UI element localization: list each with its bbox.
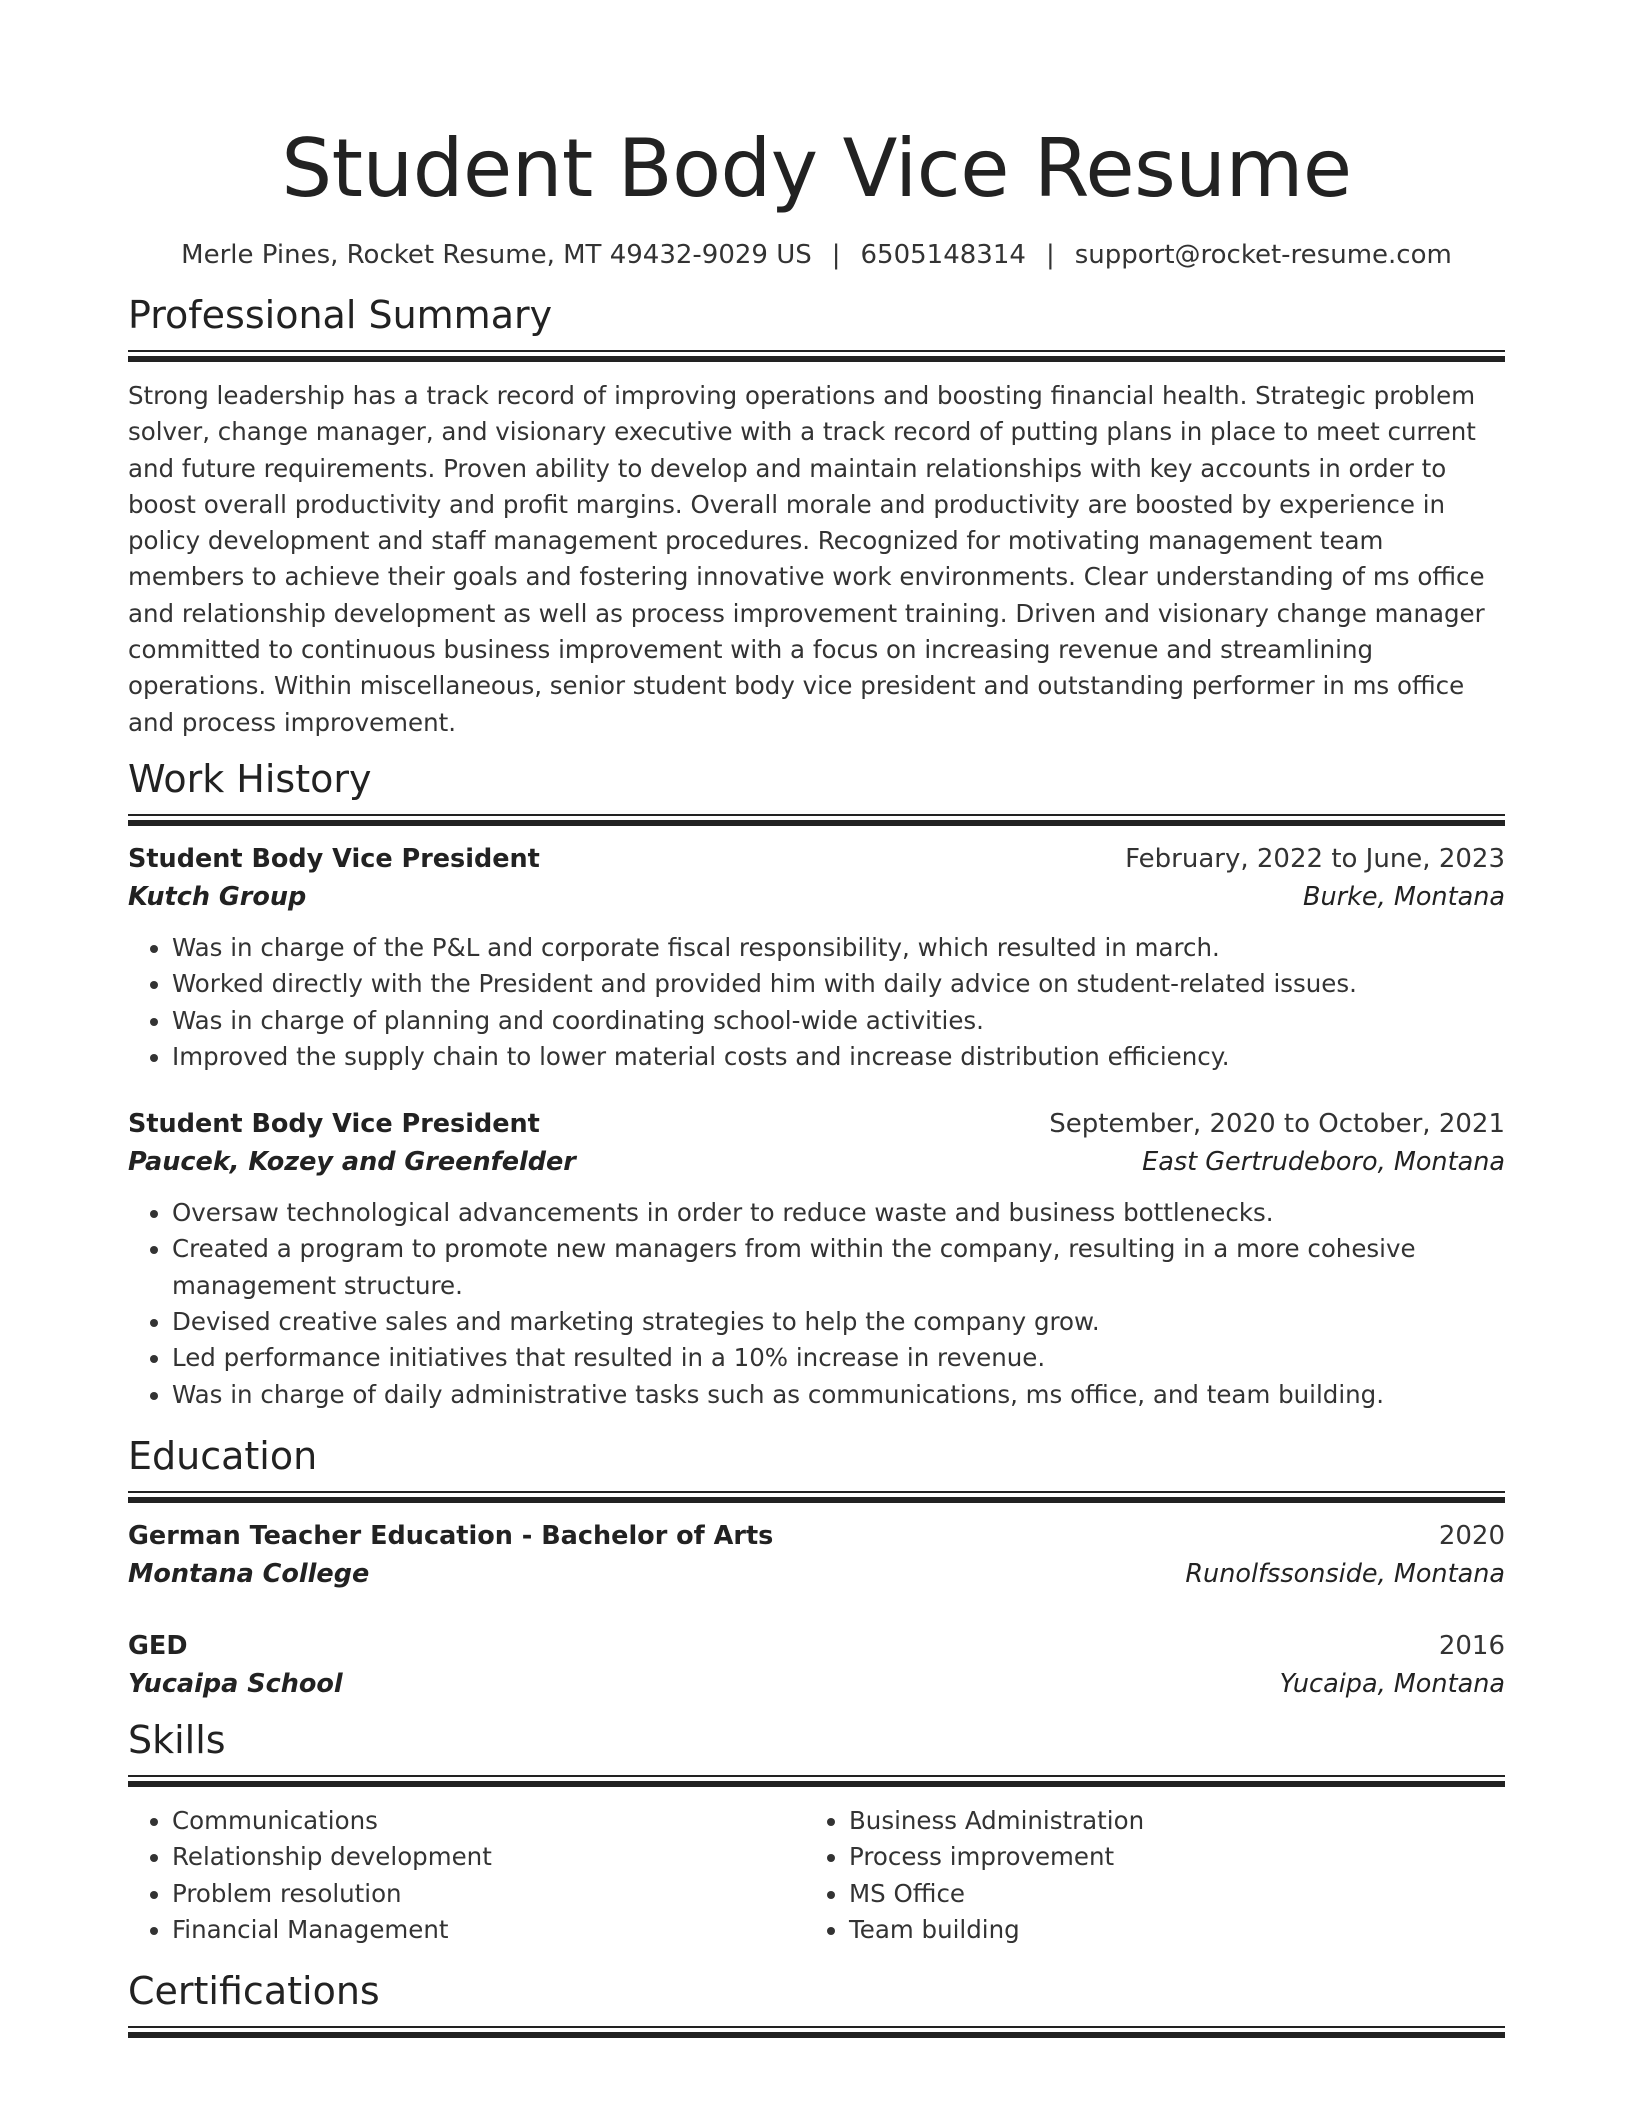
section-heading: Professional Summary xyxy=(128,293,553,337)
section-heading: Skills xyxy=(128,1717,226,1762)
education-degree: GED xyxy=(128,1630,188,1661)
education-location: Yucaipa, Montana xyxy=(1279,1668,1505,1699)
list-item: • Oversaw technological advancements in order to reduce waste and business bottlenecks. xyxy=(172,1195,1505,1231)
list-item: • Created a program to promote new managers from within the company, resulting in a more cohesive management structure. xyxy=(172,1231,1505,1304)
job-bullets xyxy=(128,1195,1505,1413)
work-history-section xyxy=(128,756,1505,1413)
job-header xyxy=(128,1105,1505,1143)
education-degree: German Teacher Education - Bachelor of Arts xyxy=(128,1520,774,1551)
section-divider xyxy=(128,350,1505,362)
job-dates: September, 2020 to October, 2021 xyxy=(1049,1109,1505,1140)
job-location: Burke, Montana xyxy=(1303,881,1505,912)
summary-text: Strong leadership has a track record of improving operations and boosting financial health. Strategic problem solver, change manager, and visionary executive with a track record of putting plans in place to meet current and future requirements. Proven ability to develop and maintain relationships with key accounts in order to boost overall productivity and profit margins. Overall morale and productivity are boosted by experience in policy development and staff management procedures. Recognized for motivating management team members to achieve their goals and fostering innovative work environments. Clear understanding of ms office and relationship development as well as process improvement training. Driven and visionary change manager committed to continuous business improvement with a focus on increasing revenue and streamlining operations. Within miscellaneous, senior student body vice president and outstanding performer in ms office and process improvement. xyxy=(128,381,1485,737)
list-item: • Worked directly with the President and provided him with daily advice on student-related issues. xyxy=(172,966,1505,1002)
section-divider xyxy=(128,2026,1505,2038)
certifications-section xyxy=(128,1968,1505,2038)
job-bullets xyxy=(128,930,1505,1075)
skills-list-right xyxy=(805,1803,1482,1948)
section-divider xyxy=(128,814,1505,826)
list-item: • Problem resolution xyxy=(172,1876,805,1912)
section-heading: Certifications xyxy=(128,1969,380,2014)
job-entry xyxy=(128,840,1505,1075)
education-subheader xyxy=(128,1665,1505,1703)
education-school: Yucaipa School xyxy=(128,1668,343,1699)
contact-separator: | xyxy=(831,240,841,270)
section-divider xyxy=(128,1491,1505,1503)
resume-title: Student Body Vice Resume xyxy=(281,122,1352,215)
contact-phone: 6505148314 xyxy=(860,240,1026,270)
contact-address: Merle Pines, Rocket Resume, MT 49432-9029 US xyxy=(181,240,812,270)
education-entry xyxy=(128,1627,1505,1703)
section-heading: Education xyxy=(128,1433,318,1478)
list-item: • Financial Management xyxy=(172,1912,805,1948)
summary-section xyxy=(128,292,1505,741)
education-year: 2020 xyxy=(1438,1520,1505,1551)
job-title: Student Body Vice President xyxy=(128,843,540,874)
list-item: • Was in charge of the P&L and corporate fiscal responsibility, which resulted in march. xyxy=(172,930,1505,966)
job-subheader xyxy=(128,878,1505,916)
job-title: Student Body Vice President xyxy=(128,1109,540,1140)
list-item: • Team building xyxy=(849,1912,1482,1948)
list-item: • Business Administration xyxy=(849,1803,1482,1839)
skills-list-left xyxy=(128,1803,805,1948)
education-header xyxy=(128,1517,1505,1555)
list-item: • Improved the supply chain to lower material costs and increase distribution efficiency. xyxy=(172,1039,1505,1075)
job-company: Kutch Group xyxy=(128,881,307,912)
list-item: • Led performance initiatives that resulted in a 10% increase in revenue. xyxy=(172,1340,1505,1376)
education-entry xyxy=(128,1517,1505,1593)
list-item: • Was in charge of planning and coordinating school-wide activities. xyxy=(172,1003,1505,1039)
list-item: • Relationship development xyxy=(172,1839,805,1875)
skills-columns xyxy=(128,1803,1505,1948)
education-subheader xyxy=(128,1555,1505,1593)
job-company: Paucek, Kozey and Greenfelder xyxy=(128,1147,576,1178)
section-heading: Work History xyxy=(128,756,372,801)
education-header xyxy=(128,1627,1505,1665)
job-header xyxy=(128,840,1505,878)
job-location: East Gertrudeboro, Montana xyxy=(1142,1147,1505,1178)
job-subheader xyxy=(128,1143,1505,1181)
list-item: • Devised creative sales and marketing strategies to help the company grow. xyxy=(172,1304,1505,1340)
education-location: Runolfssonside, Montana xyxy=(1185,1558,1505,1589)
section-divider xyxy=(128,1775,1505,1787)
list-item: • Was in charge of daily administrative tasks such as communications, ms office, and team building. xyxy=(172,1377,1505,1413)
job-entry xyxy=(128,1105,1505,1413)
contact-line xyxy=(128,238,1505,272)
education-year: 2016 xyxy=(1438,1630,1505,1661)
skills-section xyxy=(128,1717,1505,1948)
education-section xyxy=(128,1433,1505,1703)
job-dates: February, 2022 to June, 2023 xyxy=(1125,843,1505,874)
list-item: • Process improvement xyxy=(849,1839,1482,1875)
list-item: • Communications xyxy=(172,1803,805,1839)
education-school: Montana College xyxy=(128,1558,370,1589)
contact-email: support@rocket-resume.com xyxy=(1074,240,1452,270)
list-item: • MS Office xyxy=(849,1876,1482,1912)
contact-separator: | xyxy=(1045,240,1055,270)
